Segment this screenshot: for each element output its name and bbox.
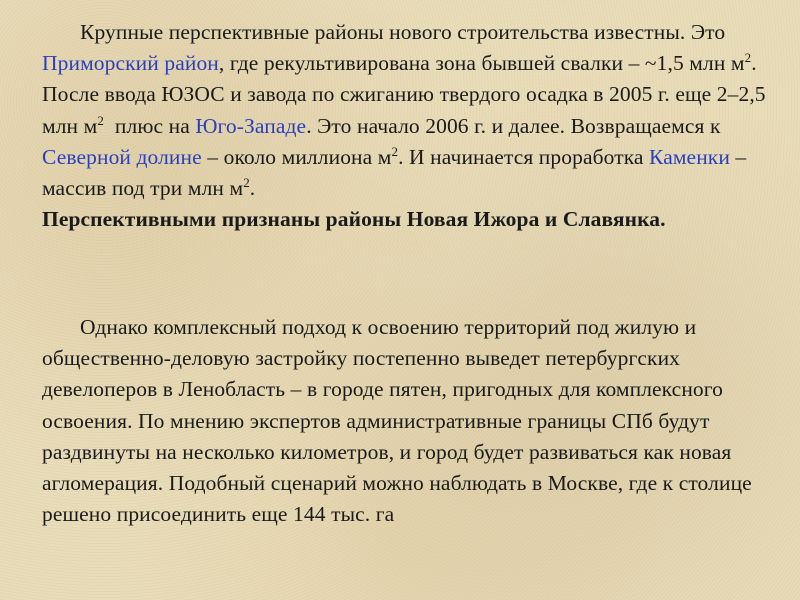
text-segment: Крупные перспективные районы нового строительства известны. Это [80,20,726,44]
paragraph-2-text: Однако комплексный подход к освоению территорий под жилую и общественно-деловую застройку постепенно выведет петербургских девелоперов в Ленобласть – в городе пятен, пригодных для комплексного освоения. По мнению экспертов административные границы СПб будут раздвинуты на несколько километров, и город будет развиваться как новая агломерация. Подобный сценарий можно наблюдать в Москве, где к столице решено присоединить еще 144 тыс. га [42,315,752,527]
text-segment: – массив под три млн м [42,144,747,201]
text-segment: , где рекультивирована зона бывшей свалки – ~1,5 млн м [218,51,745,76]
highlight-kamenka: Каменки [649,144,730,169]
paragraph-new-construction-districts [42,17,777,235]
text-segment: – около миллиона м [201,144,392,169]
text-segment: . И начинается проработка [398,144,650,169]
highlight-severnaya-dolina: Северной долине [42,144,202,169]
text-segment: . [249,176,256,201]
text-segment: . После ввода ЮЗОС и завода по сжиганию твердого осадка в 2005 г. еще 2–2,5 млн м [42,51,766,138]
superscript-2: 2 [97,112,104,128]
text-segment: плюс на [103,113,196,138]
superscript-2: 2 [243,174,250,190]
highlight-south-west: Юго-Западе [195,113,307,138]
highlight-primorsky-district: Приморский район [42,51,219,76]
paragraph-integrated-development [42,312,777,530]
text-segment: . Это начало 2006 г. и далее. Возвращаемся к [306,113,721,138]
superscript-2: 2 [391,143,399,159]
bold-sentence-prospective-districts: Перспективными признаны районы Новая Ижора и Славянка. [42,207,666,232]
superscript-2: 2 [744,50,752,66]
